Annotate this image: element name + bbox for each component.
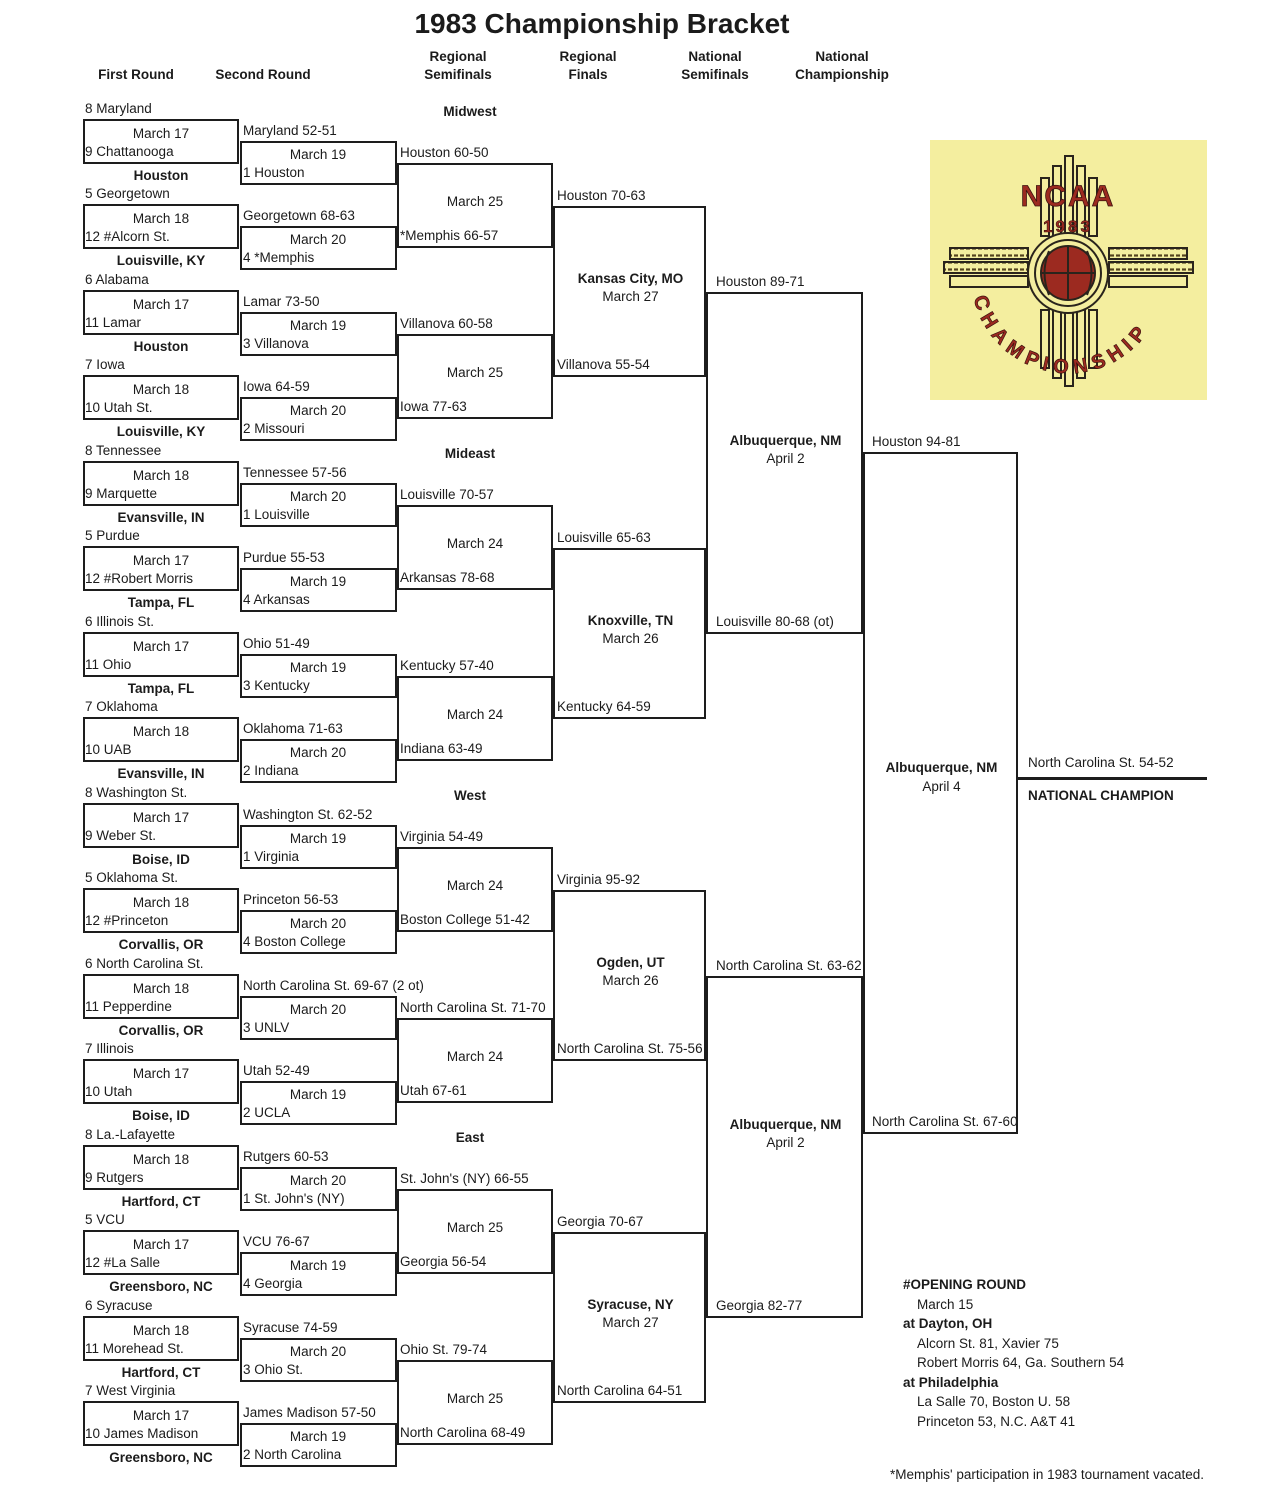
second-round-bye-team: 3 Kentucky — [243, 678, 310, 693]
regional-semifinal-upper-winner: St. John's (NY) 66-55 — [400, 1171, 529, 1186]
first-round-bottom-team: 9 Marquette — [85, 486, 158, 501]
column-header-4-line-1: Semifinals — [681, 67, 749, 82]
second-round-winner: Iowa 64-59 — [243, 379, 310, 394]
second-round-date: March 19 — [289, 660, 347, 675]
opening-round-result: Princeton 53, N.C. A&T 41 — [917, 1414, 1076, 1429]
first-round-site: Hartford, CT — [121, 1365, 201, 1380]
first-round-site: Evansville, IN — [117, 510, 205, 525]
first-round-bottom-team: 11 Lamar — [85, 315, 142, 330]
first-round-bottom-team: 11 Pepperdine — [85, 999, 172, 1014]
first-round-date: March 17 — [132, 1408, 190, 1423]
first-round-bottom-team: 12 #Robert Morris — [85, 571, 194, 586]
column-header-5-line-1: Championship — [795, 67, 889, 82]
national-semifinal-date: April 2 — [766, 451, 805, 466]
opening-round-result: La Salle 70, Boston U. 58 — [917, 1394, 1071, 1409]
regional-final-venue: Knoxville, TN — [587, 613, 674, 628]
first-round-top-team: 8 Washington St. — [85, 785, 188, 800]
second-round-bye-team: 3 Villanova — [243, 336, 309, 351]
second-round-date: March 20 — [289, 1173, 347, 1188]
opening-round-site: at Dayton, OH — [903, 1316, 993, 1331]
first-round-date: March 18 — [132, 981, 190, 996]
first-round-bottom-team: 11 Ohio — [85, 657, 132, 672]
first-round-site: Greensboro, NC — [109, 1279, 213, 1294]
first-round-date: March 17 — [132, 553, 190, 568]
first-round-top-team: 5 Oklahoma St. — [85, 870, 179, 885]
first-round-top-team: 8 Tennessee — [85, 443, 162, 458]
regional-semifinal-date: March 24 — [446, 1049, 504, 1064]
national-semifinal-venue: Albuquerque, NM — [729, 1117, 842, 1132]
first-round-date: March 17 — [132, 639, 190, 654]
first-round-top-team: 8 La.-Lafayette — [85, 1127, 176, 1142]
first-round-top-team: 7 Iowa — [85, 357, 125, 372]
second-round-winner: James Madison 57-50 — [243, 1405, 376, 1420]
national-semifinal-date: April 2 — [766, 1135, 805, 1150]
logo-year-text: 1983 — [1043, 217, 1093, 236]
first-round-site: Greensboro, NC — [109, 1450, 213, 1465]
regional-semifinal-date: March 25 — [446, 1391, 504, 1406]
regional-final-date: March 26 — [602, 631, 659, 646]
first-round-site: Louisville, KY — [116, 424, 206, 439]
national-championship-venue: Albuquerque, NM — [885, 760, 998, 775]
regional-semifinal-lower-winner: *Memphis 66-57 — [400, 228, 499, 243]
second-round-winner: Maryland 52-51 — [243, 123, 337, 138]
first-round-bottom-team: 9 Rutgers — [85, 1170, 144, 1185]
second-round-date: March 20 — [289, 403, 347, 418]
first-round-bottom-team: 9 Chattanooga — [85, 144, 174, 159]
region-name: Mideast — [444, 446, 496, 461]
first-round-top-team: 5 Purdue — [85, 528, 140, 543]
national-semifinal-lower-winner: Georgia 82-77 — [716, 1298, 803, 1313]
first-round-bottom-team: 12 #Princeton — [85, 913, 169, 928]
regional-semifinal-upper-winner: North Carolina St. 71-70 — [400, 1000, 546, 1015]
second-round-date: March 19 — [289, 574, 347, 589]
regional-semifinal-upper-winner: Ohio St. 79-74 — [400, 1342, 488, 1357]
regional-semifinal-date: March 24 — [446, 536, 504, 551]
first-round-bottom-team: 12 #La Salle — [85, 1255, 161, 1270]
second-round-date: March 20 — [289, 232, 347, 247]
regional-semifinal-lower-winner: Utah 67-61 — [400, 1083, 467, 1098]
second-round-bye-team: 3 UNLV — [243, 1020, 290, 1035]
national-championship-date: April 4 — [922, 779, 961, 794]
second-round-bye-team: 1 St. John's (NY) — [243, 1191, 345, 1206]
second-round-bye-team: 4 *Memphis — [243, 250, 315, 265]
first-round-date: March 18 — [132, 211, 190, 226]
first-round-date: March 17 — [132, 810, 190, 825]
second-round-winner: VCU 76-67 — [243, 1234, 310, 1249]
region-name: West — [453, 788, 486, 803]
first-round-top-team: 7 West Virginia — [85, 1383, 176, 1398]
national-semifinal-venue: Albuquerque, NM — [729, 433, 842, 448]
opening-round-result: Robert Morris 64, Ga. Southern 54 — [917, 1355, 1125, 1370]
second-round-date: March 19 — [289, 831, 347, 846]
regional-semifinal-lower-winner: Indiana 63-49 — [400, 741, 483, 756]
region-name: East — [455, 1130, 485, 1145]
first-round-top-team: 6 Illinois St. — [85, 614, 155, 629]
regional-final-lower-winner: North Carolina 64-51 — [557, 1383, 683, 1398]
first-round-top-team: 7 Illinois — [85, 1041, 134, 1056]
regional-semifinal-date: March 25 — [446, 1220, 504, 1235]
second-round-winner: Oklahoma 71-63 — [243, 721, 343, 736]
regional-semifinal-lower-winner: Georgia 56-54 — [400, 1254, 487, 1269]
champion-label: NATIONAL CHAMPION — [1028, 788, 1174, 803]
regional-final-lower-winner: Kentucky 64-59 — [557, 699, 651, 714]
second-round-winner: Princeton 56-53 — [243, 892, 339, 907]
second-round-date: March 19 — [289, 1429, 347, 1444]
second-round-bye-team: 4 Arkansas — [243, 592, 310, 607]
logo-org-text: NCAA — [1020, 180, 1116, 213]
first-round-date: March 18 — [132, 1152, 190, 1167]
column-header-4-line-0: National — [688, 49, 742, 64]
second-round-winner: Lamar 73-50 — [243, 294, 320, 309]
second-round-bye-team: 1 Louisville — [243, 507, 310, 522]
regional-final-date: March 27 — [602, 289, 659, 304]
second-round-date: March 20 — [289, 1344, 347, 1359]
second-round-date: March 20 — [289, 916, 347, 931]
regional-final-date: March 26 — [602, 973, 659, 988]
regional-semifinal-date: March 25 — [446, 194, 504, 209]
regional-semifinal-upper-winner: Louisville 70-57 — [400, 487, 494, 502]
second-round-bye-team: 1 Virginia — [243, 849, 300, 864]
second-round-winner: Washington St. 62-52 — [243, 807, 373, 822]
regional-semifinal-lower-winner: Boston College 51-42 — [400, 912, 530, 927]
first-round-bottom-team: 10 Utah St. — [85, 400, 153, 415]
first-round-date: March 18 — [132, 468, 190, 483]
second-round-bye-team: 2 Indiana — [243, 763, 299, 778]
first-round-site: Hartford, CT — [121, 1194, 201, 1209]
national-semifinal-upper-winner: Houston 89-71 — [716, 274, 805, 289]
champion-score: North Carolina St. 54-52 — [1028, 755, 1174, 770]
second-round-date: March 19 — [289, 1087, 347, 1102]
second-round-date: March 20 — [289, 489, 347, 504]
basketball-icon — [1041, 246, 1095, 300]
column-header-2-line-1: Semifinals — [424, 67, 492, 82]
second-round-winner: Georgetown 68-63 — [243, 208, 355, 223]
second-round-bye-team: 4 Boston College — [243, 934, 346, 949]
first-round-bottom-team: 10 Utah — [85, 1084, 133, 1099]
second-round-bye-team: 2 North Carolina — [243, 1447, 342, 1462]
first-round-top-team: 6 North Carolina St. — [85, 956, 204, 971]
first-round-top-team: 6 Alabama — [85, 272, 149, 287]
column-header-5-line-0: National — [815, 49, 869, 64]
column-header-3-line-0: Regional — [559, 49, 617, 64]
opening-round-date: March 15 — [917, 1297, 974, 1312]
first-round-top-team: 7 Oklahoma — [85, 699, 158, 714]
second-round-winner: North Carolina St. 69-67 (2 ot) — [243, 978, 424, 993]
first-round-top-team: 8 Maryland — [85, 101, 152, 116]
second-round-winner: Ohio 51-49 — [243, 636, 310, 651]
first-round-bottom-team: 11 Morehead St. — [85, 1341, 184, 1356]
regional-semifinal-lower-winner: Iowa 77-63 — [400, 399, 467, 414]
first-round-top-team: 5 Georgetown — [85, 186, 170, 201]
first-round-date: March 18 — [132, 895, 190, 910]
first-round-date: March 18 — [132, 724, 190, 739]
region-name: Midwest — [443, 104, 497, 119]
regional-semifinal-date: March 24 — [446, 707, 504, 722]
champion-line — [1018, 777, 1207, 780]
first-round-site: Louisville, KY — [116, 253, 206, 268]
regional-final-date: March 27 — [602, 1315, 659, 1330]
first-round-date: March 17 — [132, 1066, 190, 1081]
regional-semifinal-lower-winner: North Carolina 68-49 — [400, 1425, 526, 1440]
first-round-top-team: 6 Syracuse — [85, 1298, 153, 1313]
first-round-bottom-team: 10 UAB — [85, 742, 132, 757]
second-round-date: March 19 — [289, 318, 347, 333]
first-round-site: Houston — [133, 168, 189, 183]
first-round-site: Corvallis, OR — [118, 1023, 204, 1038]
logo-championship-arc-text: CHAMPIONSHIP — [968, 292, 1155, 379]
opening-round-result: Alcorn St. 81, Xavier 75 — [917, 1336, 1059, 1351]
first-round-bottom-team: 12 #Alcorn St. — [85, 229, 170, 244]
regional-final-upper-winner: Houston 70-63 — [557, 188, 646, 203]
regional-semifinal-lower-winner: Arkansas 78-68 — [400, 570, 495, 585]
second-round-winner: Syracuse 74-59 — [243, 1320, 338, 1335]
first-round-site: Tampa, FL — [127, 681, 195, 696]
regional-final-upper-winner: Louisville 65-63 — [557, 530, 651, 545]
regional-semifinal-upper-winner: Houston 60-50 — [400, 145, 489, 160]
regional-semifinal-date: March 25 — [446, 365, 504, 380]
first-round-bottom-team: 9 Weber St. — [85, 828, 157, 843]
first-round-date: March 18 — [132, 382, 190, 397]
national-championship-lower-winner: North Carolina St. 67-60 — [872, 1114, 1018, 1129]
regional-semifinal-upper-winner: Kentucky 57-40 — [400, 658, 494, 673]
regional-semifinal-date: March 24 — [446, 878, 504, 893]
second-round-winner: Utah 52-49 — [243, 1063, 310, 1078]
second-round-bye-team: 2 UCLA — [243, 1105, 291, 1120]
second-round-bye-team: 2 Missouri — [243, 421, 305, 436]
second-round-date: March 20 — [289, 745, 347, 760]
second-round-bye-team: 3 Ohio St. — [243, 1362, 304, 1377]
regional-final-upper-winner: Virginia 95-92 — [557, 872, 641, 887]
first-round-date: March 18 — [132, 1323, 190, 1338]
regional-semifinal-upper-winner: Villanova 60-58 — [400, 316, 493, 331]
regional-final-venue: Kansas City, MO — [577, 271, 684, 286]
second-round-winner: Rutgers 60-53 — [243, 1149, 329, 1164]
first-round-site: Boise, ID — [132, 852, 190, 867]
first-round-date: March 17 — [132, 126, 190, 141]
first-round-date: March 17 — [132, 1237, 190, 1252]
column-header-2-line-0: Regional — [429, 49, 487, 64]
first-round-site: Corvallis, OR — [118, 937, 204, 952]
column-header-1-line-0: Second Round — [215, 67, 311, 82]
first-round-site: Houston — [133, 339, 189, 354]
column-header-0-line-0: First Round — [98, 67, 174, 82]
second-round-winner: Tennessee 57-56 — [243, 465, 347, 480]
ncaa-1983-logo — [930, 140, 1207, 400]
second-round-date: March 20 — [289, 1002, 347, 1017]
second-round-date: March 19 — [289, 147, 347, 162]
column-header-3-line-1: Finals — [568, 67, 608, 82]
regional-final-lower-winner: North Carolina St. 75-56 — [557, 1041, 703, 1056]
first-round-site: Boise, ID — [132, 1108, 190, 1123]
footnote: *Memphis' participation in 1983 tournament vacated. — [890, 1467, 1205, 1482]
second-round-bye-team: 4 Georgia — [243, 1276, 303, 1291]
regional-final-venue: Syracuse, NY — [587, 1297, 674, 1312]
regional-final-lower-winner: Villanova 55-54 — [557, 357, 650, 372]
national-semifinal-lower-winner: Louisville 80-68 (ot) — [716, 614, 834, 629]
first-round-site: Tampa, FL — [127, 595, 195, 610]
first-round-date: March 17 — [132, 297, 190, 312]
first-round-top-team: 5 VCU — [85, 1212, 125, 1227]
second-round-winner: Purdue 55-53 — [243, 550, 325, 565]
national-semifinal-upper-winner: North Carolina St. 63-62 — [716, 958, 862, 973]
opening-round-site: at Philadelphia — [903, 1375, 999, 1390]
opening-round-heading: #OPENING ROUND — [903, 1277, 1027, 1292]
regional-semifinal-upper-winner: Virginia 54-49 — [400, 829, 484, 844]
regional-final-upper-winner: Georgia 70-67 — [557, 1214, 644, 1229]
first-round-bottom-team: 10 James Madison — [85, 1426, 199, 1441]
regional-final-venue: Ogden, UT — [596, 955, 665, 970]
second-round-date: March 19 — [289, 1258, 347, 1273]
second-round-bye-team: 1 Houston — [243, 165, 305, 180]
page-title: 1983 Championship Bracket — [414, 8, 790, 39]
first-round-site: Evansville, IN — [117, 766, 205, 781]
national-championship-upper-winner: Houston 94-81 — [872, 434, 961, 449]
